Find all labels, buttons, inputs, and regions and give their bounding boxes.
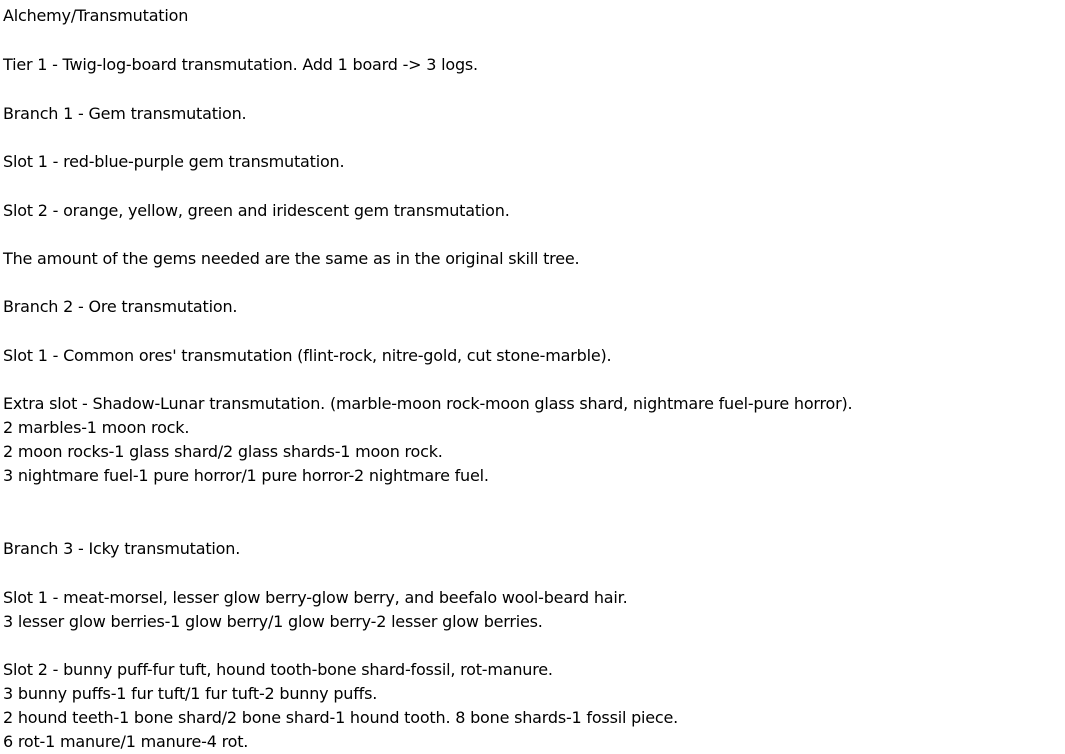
text-line: Slot 2 - bunny puff-fur tuft, hound tooth-bone shard-fossil, rot-manure.: [3, 660, 553, 679]
branch-1-heading: Branch 1 - Gem transmutation.: [3, 104, 247, 123]
text-line: The amount of the gems needed are the same as in the original skill tree.: [3, 249, 580, 268]
text-line: Slot 1 - Common ores' transmutation (flint-rock, nitre-gold, cut stone-marble).: [3, 346, 612, 365]
text-line: 2 marbles-1 moon rock.: [3, 418, 190, 437]
text-line: 2 moon rocks-1 glass shard/2 glass shards-1 moon rock.: [3, 442, 443, 461]
document-title: Alchemy/Transmutation: [3, 6, 189, 25]
text-line: 3 lesser glow berries-1 glow berry/1 glow berry-2 lesser glow berries.: [3, 612, 543, 631]
text-line: Slot 2 - orange, yellow, green and iridescent gem transmutation.: [3, 201, 510, 220]
text-line: 2 hound teeth-1 bone shard/2 bone shard-1 hound tooth. 8 bone shards-1 fossil piece.: [3, 708, 679, 727]
text-line: 6 rot-1 manure/1 manure-4 rot.: [3, 732, 249, 751]
text-line: 3 bunny puffs-1 fur tuft/1 fur tuft-2 bunny puffs.: [3, 684, 378, 703]
branch-3-heading: Branch 3 - Icky transmutation.: [3, 539, 241, 558]
text-line: 3 nightmare fuel-1 pure horror/1 pure horror-2 nightmare fuel.: [3, 466, 489, 485]
branch-2-heading: Branch 2 - Ore transmutation.: [3, 297, 238, 316]
text-line: Slot 1 - red-blue-purple gem transmutation.: [3, 152, 345, 171]
tier-1-line: Tier 1 - Twig-log-board transmutation. Add 1 board -> 3 logs.: [3, 55, 478, 74]
text-line: Extra slot - Shadow-Lunar transmutation. (marble-moon rock-moon glass shard, nightmare fuel-pure horror).: [3, 394, 853, 413]
text-line: Slot 1 - meat-morsel, lesser glow berry-glow berry, and beefalo wool-beard hair.: [3, 588, 628, 607]
